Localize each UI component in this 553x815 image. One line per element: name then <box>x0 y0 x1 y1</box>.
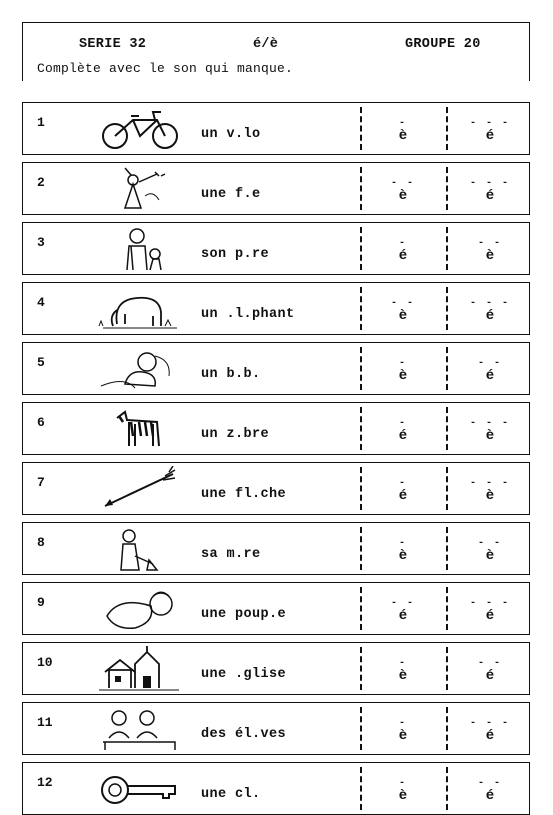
church-icon <box>95 646 185 691</box>
choice-letter: é <box>485 608 495 624</box>
dashed-divider <box>446 107 448 150</box>
choice-letter: è <box>398 368 408 384</box>
choice-dashes: - - - <box>469 418 510 429</box>
doll-icon <box>95 586 185 631</box>
choice-dashes: - - - <box>469 478 510 489</box>
choice-letter: é <box>485 728 495 744</box>
students-icon <box>95 706 185 751</box>
choice-letter: è <box>398 668 408 684</box>
exercise-row <box>22 222 530 275</box>
choice-dashes: - <box>398 418 407 429</box>
choice-letter: è <box>485 548 495 564</box>
dashed-divider <box>360 527 362 570</box>
row-number: 4 <box>37 295 45 310</box>
word-to-complete: un v.lo <box>201 127 261 142</box>
word-to-complete: une cl. <box>201 787 261 802</box>
choice-dashes: - - <box>390 298 415 309</box>
choice-dashes: - - - <box>469 178 510 189</box>
choice-letter: é <box>398 608 408 624</box>
dashed-divider <box>360 767 362 810</box>
answer-choice-1[interactable] <box>373 719 433 743</box>
dashed-divider <box>446 647 448 690</box>
dashed-divider <box>446 287 448 330</box>
answer-choice-2[interactable] <box>460 539 520 563</box>
fairy-icon <box>95 166 185 211</box>
choice-letter: è <box>398 128 408 144</box>
choice-dashes: - - <box>390 178 415 189</box>
answer-choice-1[interactable] <box>373 359 433 383</box>
choice-letter: è <box>398 308 408 324</box>
word-to-complete: une .glise <box>201 667 287 682</box>
exercise-row <box>22 342 530 395</box>
elephant-icon <box>95 286 185 331</box>
choice-letter: é <box>398 488 408 504</box>
answer-choice-1[interactable] <box>373 119 433 143</box>
baby-icon <box>95 346 185 391</box>
arrow-icon <box>95 466 185 511</box>
row-number: 3 <box>37 235 45 250</box>
dashed-divider <box>360 227 362 270</box>
answer-choice-2[interactable] <box>460 599 520 623</box>
choice-dashes: - - <box>390 598 415 609</box>
exercise-row <box>22 462 530 515</box>
choice-dashes: - - - <box>469 718 510 729</box>
answer-choice-2[interactable] <box>460 179 520 203</box>
answer-choice-2[interactable] <box>460 719 520 743</box>
row-number: 9 <box>37 595 45 610</box>
worksheet <box>22 22 530 804</box>
row-number: 8 <box>37 535 45 550</box>
exercise-row <box>22 642 530 695</box>
choice-dashes: - - <box>477 778 502 789</box>
answer-choice-1[interactable] <box>373 659 433 683</box>
row-number: 6 <box>37 415 45 430</box>
dashed-divider <box>360 287 362 330</box>
choice-letter: è <box>398 728 408 744</box>
sound-label: é/è <box>253 37 279 52</box>
answer-choice-2[interactable] <box>460 659 520 683</box>
choice-dashes: - - - <box>469 118 510 129</box>
dashed-divider <box>360 347 362 390</box>
exercise-row <box>22 282 530 335</box>
answer-choice-2[interactable] <box>460 779 520 803</box>
key-icon <box>95 766 185 811</box>
bicycle-icon <box>95 106 185 151</box>
exercise-row <box>22 762 530 815</box>
choice-letter: é <box>485 788 495 804</box>
exercise-row <box>22 582 530 635</box>
answer-choice-1[interactable] <box>373 539 433 563</box>
mother-icon <box>95 526 185 571</box>
answer-choice-1[interactable] <box>373 179 433 203</box>
choice-letter: è <box>485 428 495 444</box>
word-to-complete: un b.b. <box>201 367 261 382</box>
answer-choice-2[interactable] <box>460 299 520 323</box>
row-number: 1 <box>37 115 45 130</box>
dashed-divider <box>360 167 362 210</box>
choice-letter: é <box>485 368 495 384</box>
zebra-icon <box>95 406 185 451</box>
word-to-complete: son p.re <box>201 247 270 262</box>
choice-letter: è <box>485 248 495 264</box>
answer-choice-1[interactable] <box>373 419 433 443</box>
worksheet-header <box>22 22 530 81</box>
father-icon <box>95 226 185 271</box>
dashed-divider <box>446 347 448 390</box>
instruction-text: Complète avec le son qui manque. <box>37 61 294 76</box>
row-number: 5 <box>37 355 45 370</box>
choice-dashes: - <box>398 538 407 549</box>
dashed-divider <box>446 407 448 450</box>
choice-letter: é <box>398 428 408 444</box>
answer-choice-1[interactable] <box>373 239 433 263</box>
answer-choice-2[interactable] <box>460 359 520 383</box>
serie-label: SERIE 32 <box>79 37 147 52</box>
choice-letter: è <box>398 188 408 204</box>
choice-dashes: - - <box>477 238 502 249</box>
choice-letter: é <box>485 668 495 684</box>
word-to-complete: un z.bre <box>201 427 270 442</box>
dashed-divider <box>360 707 362 750</box>
dashed-divider <box>446 167 448 210</box>
word-to-complete: sa m.re <box>201 547 261 562</box>
choice-letter: é <box>485 128 495 144</box>
dashed-divider <box>360 647 362 690</box>
word-to-complete: une fl.che <box>201 487 287 502</box>
answer-choice-1[interactable] <box>373 599 433 623</box>
dashed-divider <box>446 527 448 570</box>
word-to-complete: une poup.e <box>201 607 287 622</box>
dashed-divider <box>360 467 362 510</box>
dashed-divider <box>360 587 362 630</box>
choice-letter: é <box>398 248 408 264</box>
choice-dashes: - <box>398 238 407 249</box>
answer-choice-1[interactable] <box>373 779 433 803</box>
exercise-row <box>22 702 530 755</box>
exercise-row <box>22 402 530 455</box>
dashed-divider <box>446 587 448 630</box>
dashed-divider <box>446 227 448 270</box>
exercise-row <box>22 102 530 155</box>
choice-letter: è <box>398 788 408 804</box>
choice-dashes: - <box>398 718 407 729</box>
row-number: 11 <box>37 715 53 730</box>
dashed-divider <box>446 467 448 510</box>
word-to-complete: des él.ves <box>201 727 287 742</box>
dashed-divider <box>446 707 448 750</box>
choice-dashes: - <box>398 658 407 669</box>
choice-letter: é <box>485 308 495 324</box>
answer-choice-1[interactable] <box>373 299 433 323</box>
choice-letter: é <box>485 188 495 204</box>
group-label: GROUPE 20 <box>405 37 481 52</box>
exercise-row <box>22 162 530 215</box>
row-number: 2 <box>37 175 45 190</box>
answer-choice-2[interactable] <box>460 119 520 143</box>
exercise-row <box>22 522 530 575</box>
answer-choice-2[interactable] <box>460 479 520 503</box>
choice-dashes: - - <box>477 658 502 669</box>
row-number: 12 <box>37 775 53 790</box>
choice-dashes: - <box>398 118 407 129</box>
choice-dashes: - <box>398 778 407 789</box>
choice-dashes: - - <box>477 538 502 549</box>
choice-letter: è <box>398 548 408 564</box>
word-to-complete: un .l.phant <box>201 307 295 322</box>
dashed-divider <box>446 767 448 810</box>
choice-dashes: - - <box>477 358 502 369</box>
answer-choice-2[interactable] <box>460 419 520 443</box>
dashed-divider <box>360 407 362 450</box>
answer-choice-2[interactable] <box>460 239 520 263</box>
dashed-divider <box>360 107 362 150</box>
choice-dashes: - <box>398 478 407 489</box>
choice-dashes: - <box>398 358 407 369</box>
choice-dashes: - - - <box>469 298 510 309</box>
choice-dashes: - - - <box>469 598 510 609</box>
answer-choice-1[interactable] <box>373 479 433 503</box>
choice-letter: è <box>485 488 495 504</box>
row-number: 7 <box>37 475 45 490</box>
row-number: 10 <box>37 655 53 670</box>
word-to-complete: une f.e <box>201 187 261 202</box>
